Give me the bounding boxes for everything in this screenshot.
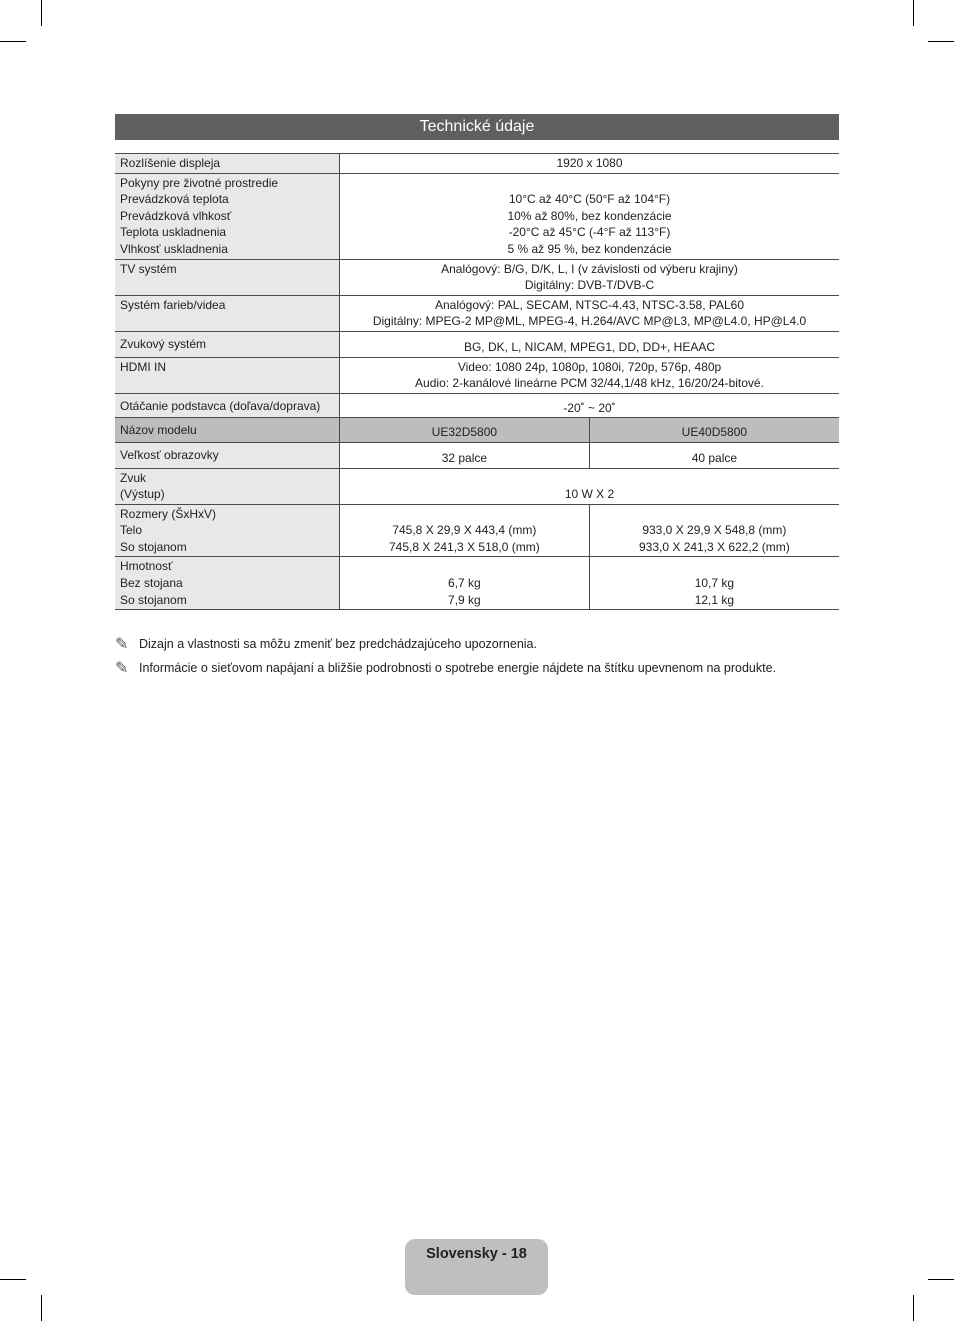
table-row bbox=[115, 259, 839, 295]
notes bbox=[115, 632, 839, 680]
row-value: Analógový: PAL, SECAM, NTSC-4.43, NTSC-3.58, PAL60 Digitálny: MPEG-2 MP@ML, MPEG-4, H.264/AVC MP@L3, MP@L4.0, HP@L4.0 bbox=[340, 295, 840, 331]
row-value: -20˚ ~ 20˚ bbox=[340, 393, 840, 418]
row-label: HDMI IN bbox=[115, 357, 340, 393]
row-label: Otáčanie podstavca (doľava/doprava) bbox=[115, 393, 340, 418]
row-label: Rozlíšenie displeja bbox=[115, 154, 340, 174]
row-value: 32 palce bbox=[340, 442, 590, 468]
row-value: 10,7 kg 12,1 kg bbox=[589, 557, 839, 610]
table-row bbox=[115, 295, 839, 331]
model-name-2: UE40D5800 bbox=[589, 418, 839, 443]
crop-mark bbox=[41, 1295, 42, 1321]
crop-mark bbox=[41, 0, 42, 26]
model-name-1: UE32D5800 bbox=[340, 418, 590, 443]
row-label: TV systém bbox=[115, 259, 340, 295]
row-label: Zvuk (Výstup) bbox=[115, 468, 340, 504]
row-value: 745,8 X 29,9 X 443,4 (mm) 745,8 X 241,3 X 518,0 (mm) bbox=[340, 504, 590, 557]
crop-mark bbox=[928, 41, 954, 42]
pencil-note-icon: ✎ bbox=[115, 660, 129, 677]
table-row bbox=[115, 173, 839, 259]
row-value: 10 W X 2 bbox=[340, 468, 840, 504]
row-label: Systém farieb/videa bbox=[115, 295, 340, 331]
row-value: 6,7 kg 7,9 kg bbox=[340, 557, 590, 610]
row-value: 933,0 X 29,9 X 548,8 (mm) 933,0 X 241,3 X 622,2 (mm) bbox=[589, 504, 839, 557]
note-text: Dizajn a vlastnosti sa môžu zmeniť bez predchádzajúceho upozornenia. bbox=[139, 637, 537, 651]
table-row bbox=[115, 504, 839, 557]
table-row bbox=[115, 357, 839, 393]
row-value: 40 palce bbox=[589, 442, 839, 468]
table-row bbox=[115, 468, 839, 504]
crop-mark bbox=[0, 41, 26, 42]
row-value: 10°C až 40°C (50°F až 104°F) 10% až 80%, bez kondenzácie -20°C až 45°C (-4°F až 113°F) 5 % až 95 %, bez kondenzácie bbox=[340, 173, 840, 259]
section-title: Technické údaje bbox=[115, 114, 839, 140]
table-row bbox=[115, 331, 839, 357]
row-label: Hmotnosť Bez stojana So stojanom bbox=[115, 557, 340, 610]
note-text: Informácie o sieťovom napájaní a bližšie podrobnosti o spotrebe energie nájdete na štítku upevnenom na produkte. bbox=[139, 661, 777, 675]
table-row bbox=[115, 154, 839, 174]
table-row bbox=[115, 393, 839, 418]
crop-mark bbox=[928, 1279, 954, 1280]
row-value: Video: 1080 24p, 1080p, 1080i, 720p, 576p, 480p Audio: 2-kanálové lineárne PCM 32/44,1/48 kHz, 16/20/24-bitové. bbox=[340, 357, 840, 393]
note-item bbox=[115, 656, 839, 680]
note-item bbox=[115, 632, 839, 656]
row-label: Názov modelu bbox=[115, 418, 340, 443]
row-label: Pokyny pre životné prostredie Prevádzková teplota Prevádzková vlhkosť Teplota uskladnenia Vlhkosť uskladnenia bbox=[115, 173, 340, 259]
crop-mark bbox=[913, 0, 914, 26]
pencil-note-icon: ✎ bbox=[115, 636, 129, 653]
table-row bbox=[115, 557, 839, 610]
row-value: BG, DK, L, NICAM, MPEG1, DD, DD+, HEAAC bbox=[340, 331, 840, 357]
page-number-tab: Slovensky - 18 bbox=[405, 1239, 548, 1295]
specifications-table bbox=[115, 153, 839, 610]
crop-mark bbox=[913, 1295, 914, 1321]
table-row bbox=[115, 418, 839, 443]
table-row bbox=[115, 442, 839, 468]
row-label: Rozmery (ŠxHxV) Telo So stojanom bbox=[115, 504, 340, 557]
crop-mark bbox=[0, 1279, 26, 1280]
row-label: Veľkosť obrazovky bbox=[115, 442, 340, 468]
row-value: Analógový: B/G, D/K, L, I (v závislosti od výberu krajiny) Digitálny: DVB-T/DVB-C bbox=[340, 259, 840, 295]
row-value: 1920 x 1080 bbox=[340, 154, 840, 174]
row-label: Zvukový systém bbox=[115, 331, 340, 357]
